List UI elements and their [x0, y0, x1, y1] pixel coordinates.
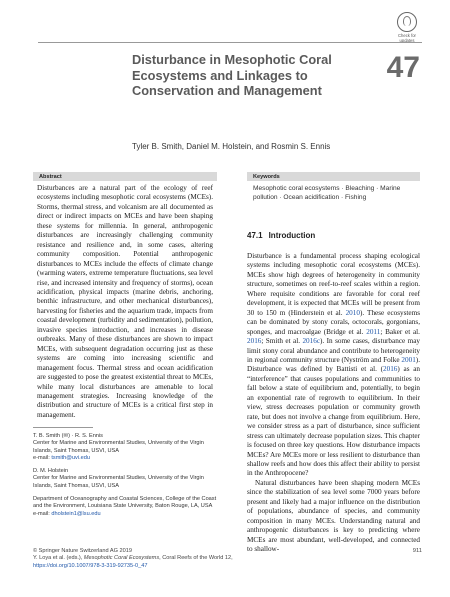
email-link[interactable]: tsmith@uvi.edu	[51, 454, 90, 461]
text-run: Y. Loya et al. (eds.),	[33, 555, 84, 562]
chapter-title: Disturbance in Mesophotic Coral Ecosystems and Linkages to Conservation and Management	[132, 52, 332, 98]
badge-line-2: updates	[399, 37, 415, 43]
text-run: ) as an “interference” that causes populations and communities to fall below a state of equilibrium and, potentially, to begin an exponential rate of regrowth to equilibrium. In their view, stress decreases population or community growth rate, but does not involve a change from equilibrium. Here, we consider stress as a part of disturbance, since sufficient stress can ultimately decrease population sizes. This chapter is focused on three key questions. How disturbance impacts MCEs? Are MCEs more or less resilient to disturbance than shallow reefs and how does this affect their ability to persist in the Anthropocene?	[247, 365, 420, 478]
affiliation-authors: T. B. Smith (✉) · R. S. Ennis	[33, 433, 103, 439]
text-run: ). Disturbance was defined by Battisti et al. (	[247, 355, 420, 374]
text-run: , Coral Reefs of the World 12,	[159, 555, 233, 562]
page-number: 911	[412, 548, 422, 554]
affiliation-address: Department of Oceanography and Coastal Sciences, College of the Coast and the Environment, Louisiana State University, Baton Rouge, LA, USA	[33, 496, 217, 510]
abstract-text: Disturbances are a natural part of the ecology of reef ecosystems including mesophotic coral ecosystems (MCEs). Storms, thermal stress, and volcanism are all documented as direct or indirect impacts on MCEs and have been shaping these systems for millennia. In general, anthropogenic disturbances are increasingly challenging community resistance and resilience and, in some cases, altering community composition. Potential anthropogenic disturbances to MCEs include the effects of climate change (warming waters, extreme temperature fluctuations, sea level rise, and increased intensity and frequency of storms), ocean acidification, physical impacts (marine debris, anchoring, benthic infrastructure, and other mechanical disturbances), harvesting for fisheries and the aquarium trade, impacts from coastal development (turbidity and sedimentation), pollution, invasive species introduction, and increases in disease outbreaks. Many of these disturbances are shown to impact MCEs, with subsequent degradation occurring just as these systems are coming into increasing scientific and management focus. Thermal stress and ocean acidification are suggested to pose the greatest existential threat to MCEs, while many local disturbances are amenable to local management strategies. Increasing knowledge of the distribution and structure of MCEs is a critical first step in management.	[37, 184, 213, 419]
email-label: e-mail:	[33, 454, 52, 461]
badge-line-1: Check for	[398, 33, 416, 38]
paragraph: Natural disturbances have been shaping modern MCEs since the stabilization of sea level some 7000 years before present and likely had a major influence on the distribution of populations, abundance of species, and community composition in many MCEs. Understanding natural and anthropogenic disturbances is key to predicting where MCEs are most abundant, well-developed, and connected to shallow-	[247, 478, 420, 554]
paragraph	[247, 252, 420, 479]
affiliation-email	[33, 511, 217, 518]
abstract-section	[33, 172, 217, 420]
author-list: Tyler B. Smith, Daniel M. Holstein, and Rosmin S. Ennis	[132, 142, 331, 151]
keywords-section	[247, 172, 420, 202]
citation-link[interactable]: 2011	[366, 327, 381, 336]
text-run: ). In some cases, disturbance may limit stony coral abundance and contribute to heterogeneity in regional community structure (Nyström and Folke	[247, 337, 420, 364]
header-rule	[38, 42, 422, 43]
chapter-number: 47	[386, 51, 420, 84]
section-heading	[247, 231, 315, 240]
text-run: Disturbance is a fundamental process shaping ecological systems including mesophotic coral ecosystems (MCEs). MCEs show high degrees of heterogeneity in community structure, sometimes on reef-to-reef scales within a region. Where requisite conditions are favorable for coral reef development, it is expected that MCEs will be present from 30 to 150 m (Hinderstein et al.	[247, 252, 420, 317]
copyright-line: © Springer Nature Switzerland AG 2019	[33, 548, 132, 554]
author-affiliations	[33, 433, 217, 518]
affiliation-authors: D. M. Holstein	[33, 468, 69, 475]
affiliation-address: Center for Marine and Environmental Studies, University of the Virgin Islands, Saint Thomas, USVI, USA	[33, 440, 204, 454]
text-run: ; Smith et al.	[261, 337, 303, 346]
section-number: 47.1	[247, 231, 263, 240]
keywords-heading: Keywords	[247, 172, 420, 181]
footnote-rule	[33, 427, 93, 428]
text-run: ; Baker et al.	[380, 327, 420, 336]
affiliation-block	[33, 433, 217, 462]
doi-link[interactable]: https://doi.org/10.1007/978-3-319-92735-0_47	[33, 562, 148, 569]
citation-line	[33, 555, 353, 562]
text-run: ). These ecosystems can be dominated by stony corals, octocorals, gorgonians, sponges, and macroalgae (Bridge et al.	[247, 308, 421, 336]
section-title: Introduction	[268, 231, 316, 240]
citation-link[interactable]: 2016c	[302, 337, 321, 346]
abstract-heading: Abstract	[33, 172, 217, 181]
email-link[interactable]: dholstein1@lsu.edu	[51, 510, 101, 517]
affiliation-address: Center for Marine and Environmental Studies, University of the Virgin Islands, Saint Thomas, USVI, USA	[33, 475, 204, 489]
bookmark-icon	[397, 12, 417, 32]
keywords-text: Mesophotic coral ecosystems · Bleaching · Marine pollution · Ocean acidification · Fishing	[253, 185, 401, 201]
affiliation-block	[33, 496, 217, 518]
introduction-text	[247, 252, 420, 555]
email-label: e-mail:	[33, 510, 52, 517]
copyright-footer	[33, 548, 353, 570]
citation-link[interactable]: 2016	[247, 337, 262, 346]
check-for-updates-badge[interactable]	[385, 12, 429, 44]
affiliation-email	[33, 455, 217, 462]
affiliation-block	[33, 468, 217, 490]
citation-link[interactable]: 2001	[401, 355, 416, 364]
book-title: Mesophotic Coral Ecosystems	[83, 555, 160, 562]
citation-link[interactable]: 2016	[383, 365, 398, 374]
citation-link[interactable]: 2010	[345, 308, 360, 317]
